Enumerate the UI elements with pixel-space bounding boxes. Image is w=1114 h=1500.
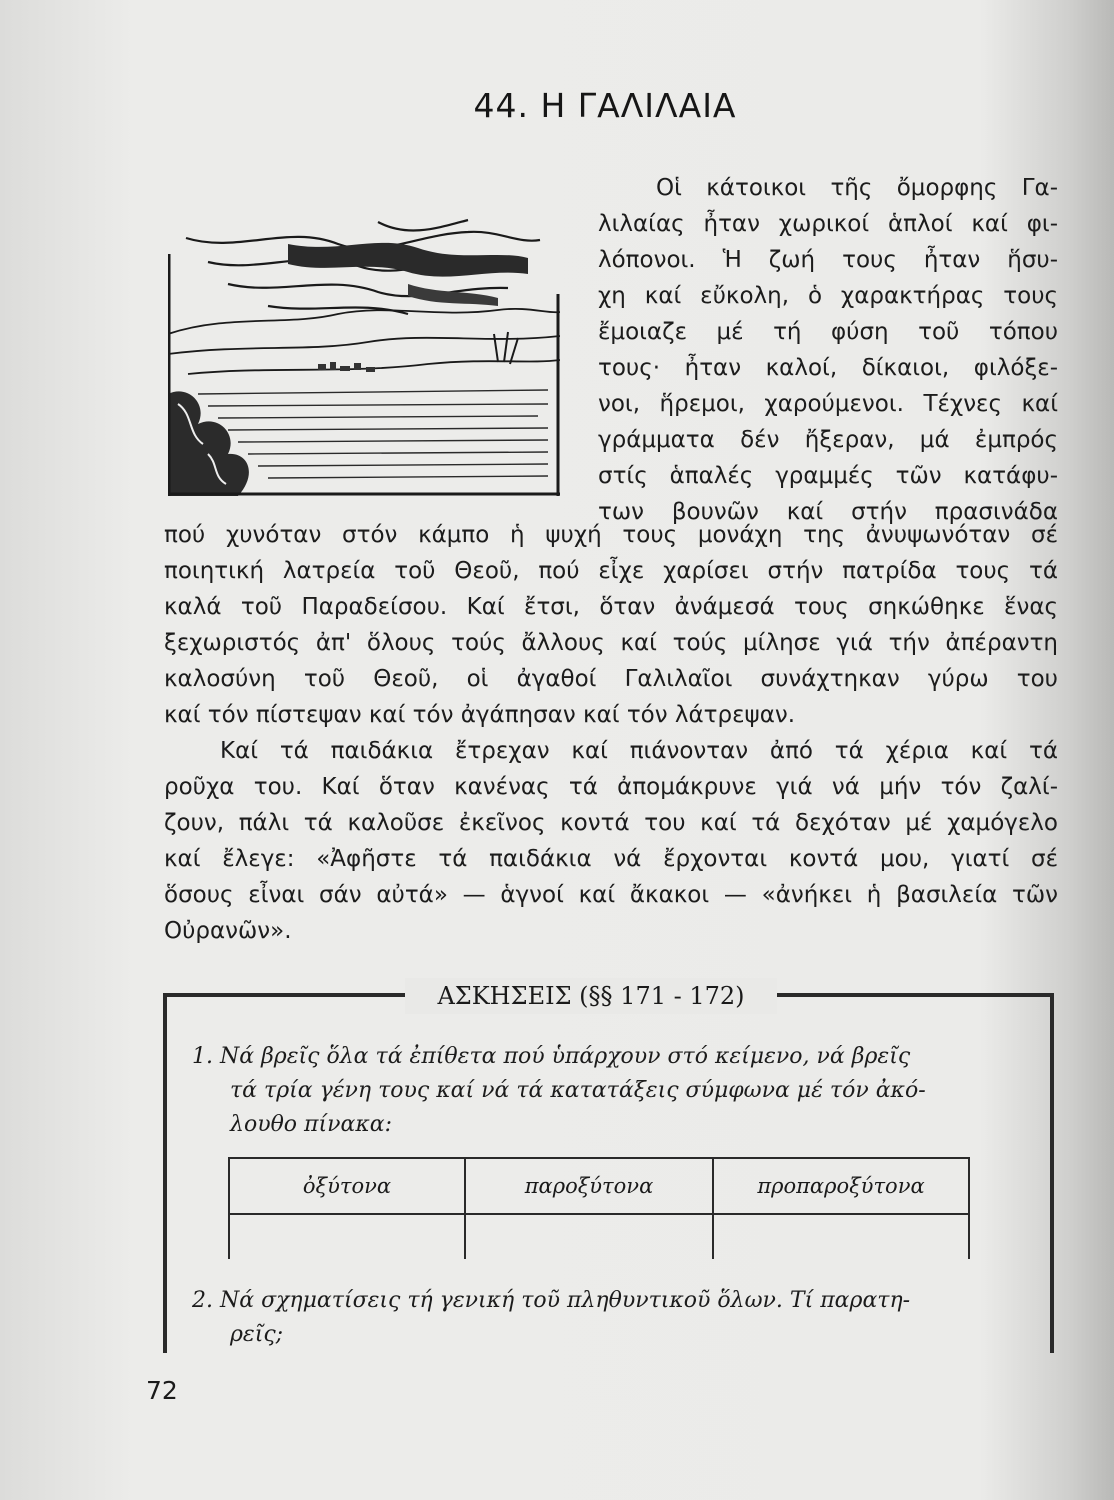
body-line: ὅσους εἶναι σάν αὐτά» — ἁγνοί καί ἄκακοι — «ἀνήκει ἡ βασιλεία τῶν: [164, 882, 1058, 908]
landscape-illustration: [168, 214, 560, 496]
body-line: λόπονοι. Ἡ ζωή τους ἦταν ἥσυ-: [598, 247, 1058, 273]
table-cell: [465, 1214, 713, 1259]
exercise-1-line: λουθο πίνακα:: [230, 1112, 393, 1137]
body-line: λιλαίας ἦταν χωρικοί ἁπλοί καί φι-: [598, 211, 1058, 237]
body-line: καλά τοῦ Παραδείσου. Καί ἔτσι, ὅταν ἀνάμεσά τους σηκώθηκε ἕνας: [164, 594, 1058, 620]
body-line: ποιητική λατρεία τοῦ Θεοῦ, πού εἶχε χαρίσει στήν πατρίδα τους τά: [164, 558, 1058, 584]
table-header-oxytona: ὀξύτονα: [229, 1158, 465, 1214]
body-line: Οὐρανῶν».: [164, 918, 292, 944]
body-line: τους· ἦταν καλοί, δίκαιοι, φιλόξε-: [598, 355, 1058, 381]
body-line: νοι, ἥρεμοι, χαρούμενοι. Τέχνες καί: [598, 391, 1058, 417]
exercise-2-line: ρεῖς;: [230, 1322, 284, 1347]
accent-classification-table: [228, 1157, 970, 1259]
table-header-paroxytona: παροξύτονα: [465, 1158, 713, 1214]
body-line: Οἱ κάτοικοι τῆς ὄμορφης Γα-: [656, 175, 1058, 201]
table-header-proparoxytona: προπαροξύτονα: [713, 1158, 969, 1214]
body-line: στίς ἁπαλές γραμμές τῶν κατάφυ-: [598, 463, 1058, 489]
chapter-title: 44. Η ΓΑΛΙΛΑΙΑ: [473, 86, 737, 125]
body-line: χη καί εὔκολη, ὁ χαρακτήρας τους: [598, 283, 1058, 309]
exercise-1-line: τά τρία γένη τους καί νά τά κατατάξεις σύμφωνα μέ τόν ἀκό-: [230, 1078, 926, 1103]
exercise-2-line: 2. Νά σχηματίσεις τή γενική τοῦ πληθυντικοῦ ὅλων. Τί παρατη-: [192, 1288, 911, 1313]
exercises-title: ΑΣΚΗΣΕΙΣ (§§ 171 - 172): [437, 982, 745, 1010]
body-line: καί ἔλεγε: «Ἀφῆστε τά παιδάκια νά ἔρχονται κοντά μου, γιατί σέ: [164, 846, 1058, 872]
body-line: ροῦχα του. Καί ὅταν κανένας τά ἀπομάκρυνε γιά νά μήν τόν ζαλί-: [164, 774, 1058, 800]
body-line: ἔμοιαζε μέ τή φύση τοῦ τόπου: [598, 319, 1058, 345]
exercise-1-line: 1. Νά βρεῖς ὅλα τά ἐπίθετα πού ὑπάρχουν στό κείμενο, νά βρεῖς: [192, 1044, 911, 1069]
body-line: ξεχωριστός ἀπ' ὅλους τούς ἄλλους καί τούς μίλησε γιά τήν ἀπέραντη: [164, 630, 1058, 656]
page-number: 72: [146, 1376, 178, 1405]
table-cell: [229, 1214, 465, 1259]
table-cell: [713, 1214, 969, 1259]
body-line: καί τόν πίστεψαν καί τόν ἀγάπησαν καί τόν λάτρεψαν.: [164, 702, 796, 728]
body-line: πού χυνόταν στόν κάμπο ἡ ψυχή τους μονάχη της ἀνυψωνόταν σέ: [164, 522, 1058, 548]
body-line: των βουνῶν καί στήν πρασινάδα: [598, 499, 1058, 525]
body-line: γράμματα δέν ἤξεραν, μά ἐμπρός: [598, 427, 1058, 453]
body-line: καλοσύνη τοῦ Θεοῦ, οἱ ἀγαθοί Γαλιλαῖοι συνάχτηκαν γύρω του: [164, 666, 1058, 692]
body-line: ζουν, πάλι τά καλοῦσε ἐκεῖνος κοντά του καί τά δεχόταν μέ χαμόγελο: [164, 810, 1058, 836]
body-line: Καί τά παιδάκια ἔτρεχαν καί πιάνονταν ἀπό τά χέρια καί τά: [220, 738, 1058, 764]
